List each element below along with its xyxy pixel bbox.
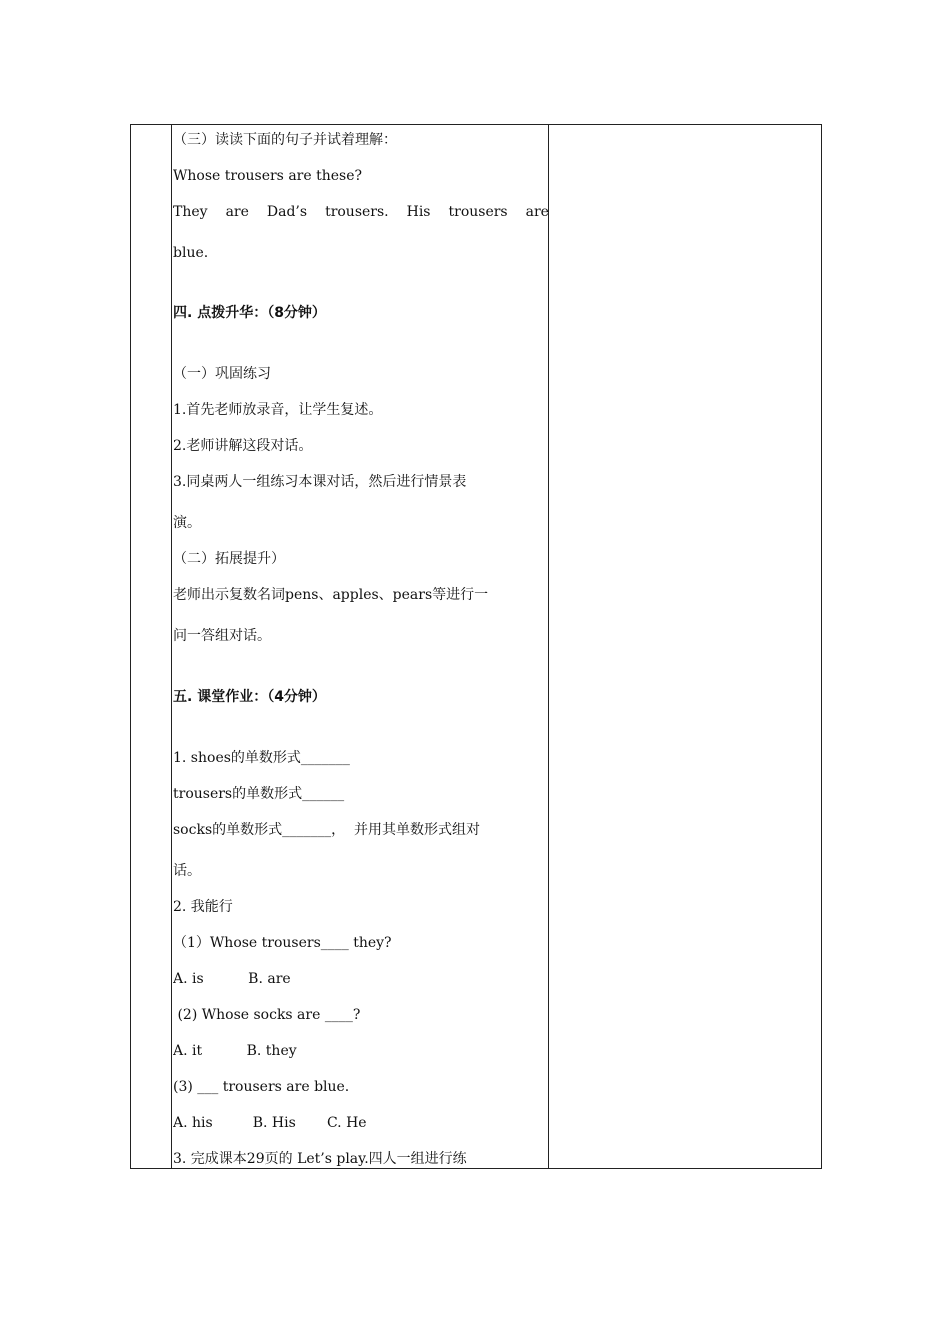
step-line: 1.首先老师放录音，让学生复述。 — [173, 402, 383, 418]
word: His — [406, 204, 431, 220]
question-line: （1）Whose trousers____ they? — [173, 935, 392, 951]
exercise-line: 1. shoes的单数形式_______ — [173, 750, 350, 766]
lesson-table — [130, 124, 822, 1169]
subsection-heading: （二）拓展提升） — [173, 551, 285, 567]
sentence-line: Whose trousers are these? — [173, 168, 362, 184]
body-line: 老师出示复数名词pens、apples、pears等进行一 — [173, 587, 489, 603]
section-title-5: 五. 课堂作业：（4分钟） — [173, 689, 326, 705]
step-line: 演。 — [173, 515, 201, 531]
word: They — [173, 204, 208, 220]
answer-options: A. is B. are — [173, 971, 291, 987]
subsection-heading: （一）巩固练习 — [173, 366, 271, 382]
word: Dad’s — [266, 204, 308, 220]
step-line: 2.老师讲解这段对话。 — [173, 438, 313, 454]
exercise-line: 2. 我能行 — [173, 899, 233, 915]
exercise-line: socks的单数形式_______， 并用其单数形式组对 — [173, 822, 481, 838]
section-heading-read: （三）读读下面的句子并试着理解： — [173, 132, 397, 148]
notes-column — [549, 125, 821, 1168]
section-title-4: 四. 点拨升华：（8分钟） — [173, 305, 326, 321]
sentence-line: blue. — [173, 245, 209, 261]
body-line: 问一答组对话。 — [173, 628, 271, 644]
answer-options: A. his B. His C. He — [173, 1115, 367, 1131]
question-line: (2) Whose socks are ____? — [173, 1007, 361, 1023]
word: are — [225, 204, 249, 220]
sentence-line-justified — [173, 203, 549, 221]
exercise-line: 话。 — [173, 863, 201, 879]
question-line: (3) ___ trousers are blue. — [173, 1079, 350, 1095]
column-divider-left — [171, 125, 172, 1168]
exercise-line: trousers的单数形式______ — [173, 786, 345, 802]
word: trousers. — [325, 204, 389, 220]
exercise-line: 3. 完成课本29页的 Let’s play.四人一组进行练 — [173, 1151, 467, 1167]
word: are — [525, 204, 549, 220]
answer-options: A. it B. they — [173, 1043, 297, 1059]
step-line: 3.同桌两人一组练习本课对话，然后进行情景表 — [173, 474, 467, 490]
word: trousers — [448, 204, 508, 220]
lesson-content-column — [173, 125, 549, 1168]
